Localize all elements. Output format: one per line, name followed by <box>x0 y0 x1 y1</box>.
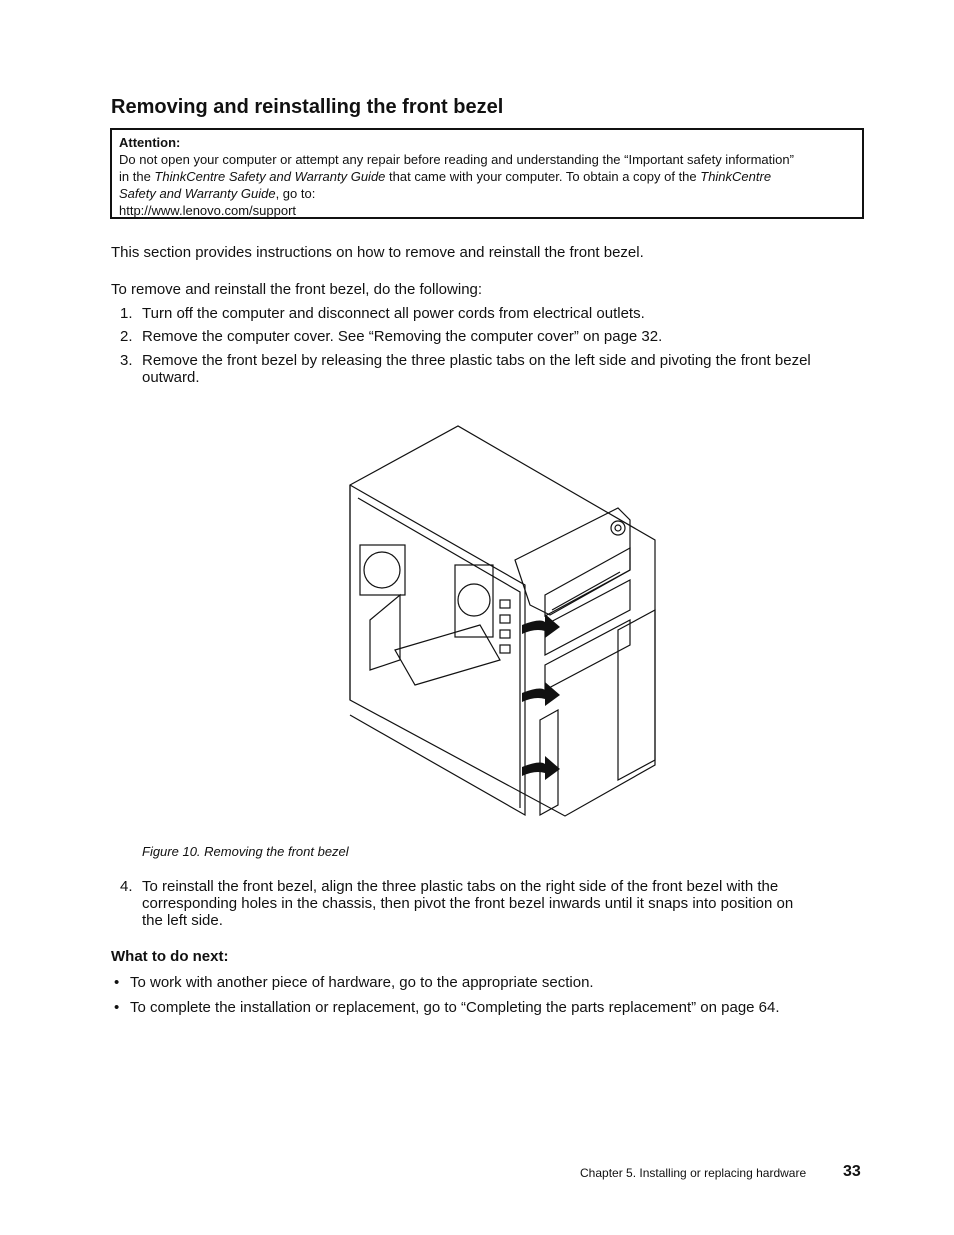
step-number: 3. <box>120 352 133 369</box>
footer-chapter: Chapter 5. Installing or replacing hardware <box>580 1166 807 1180</box>
step-number: 1. <box>120 305 133 322</box>
list-item-text: To complete the installation or replacement, go to “Completing the parts replacement” on page 64. <box>130 999 780 1016</box>
bullet-icon: • <box>114 999 120 1016</box>
attention-line-3: Safety and Warranty Guide, go to: <box>119 186 316 201</box>
support-link[interactable]: http://www.lenovo.com/support <box>119 203 297 218</box>
figure-caption: Figure 10. Removing the front bezel <box>142 844 349 859</box>
intro-paragraph: This section provides instructions on how to remove and reinstall the front bezel. <box>111 244 644 261</box>
step-text: Remove the front bezel by releasing the three plastic tabs on the left side and pivoting the front bezel outward. <box>142 352 811 386</box>
step-text: To reinstall the front bezel, align the three plastic tabs on the right side of the front bezel with the corresponding holes in the chassis, then pivot the front bezel inwards until it snaps into position on the left side. <box>142 878 794 929</box>
step-text: Remove the computer cover. See “Removing the computer cover” on page 32. <box>142 328 663 345</box>
attention-label: Attention: <box>119 135 181 150</box>
next-steps-heading: What to do next: <box>111 948 229 965</box>
step-number: 2. <box>120 328 133 345</box>
page-title: Removing and reinstalling the front bezel <box>111 96 504 118</box>
step-text: Turn off the computer and disconnect all power cords from electrical outlets. <box>142 305 645 322</box>
bullet-icon: • <box>114 974 120 991</box>
lead-paragraph: To remove and reinstall the front bezel, do the following: <box>111 281 483 298</box>
attention-line-2: in the ThinkCentre Safety and Warranty Guide that came with your computer. To obtain a copy of the ThinkCentre <box>119 169 772 184</box>
page-number: 33 <box>843 1163 861 1180</box>
attention-line-1: Do not open your computer or attempt any repair before reading and understanding the “Important safety information” <box>119 152 794 167</box>
attention-notice <box>110 128 864 219</box>
list-item-text: To work with another piece of hardware, go to the appropriate section. <box>130 974 594 991</box>
front-bezel-removal-illustration <box>340 420 670 820</box>
step-number: 4. <box>120 878 133 895</box>
